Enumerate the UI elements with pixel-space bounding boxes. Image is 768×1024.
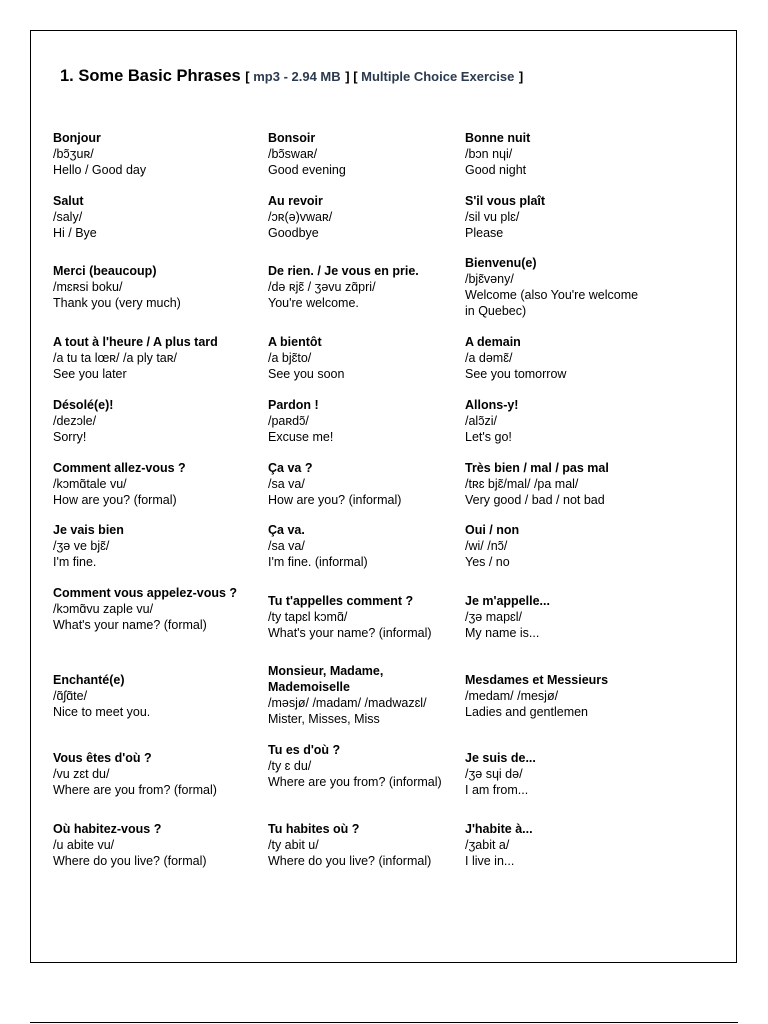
- phrase-translation: I'm fine.: [53, 555, 97, 569]
- phrase-ipa: /vu zɛt du/: [53, 767, 110, 781]
- phrase-text: Oui / non: [465, 523, 520, 537]
- phrase-ipa: /bjɛ̃vəny/: [465, 272, 514, 286]
- phrase-entry: [268, 821, 458, 869]
- phrase-translation: Good evening: [268, 163, 346, 177]
- phrase-translation: I'm fine. (informal): [268, 555, 368, 569]
- phrase-entry: [465, 397, 645, 445]
- phrase-entry: [53, 460, 253, 508]
- phrase-translation: Hello / Good day: [53, 163, 147, 177]
- phrase-entry: [268, 460, 458, 508]
- phrase-entry: [465, 821, 645, 869]
- phrase-text: Je vais bien: [53, 523, 124, 537]
- phrase-translation: How are you? (formal): [53, 493, 177, 507]
- phrase-text: Vous êtes d'où ?: [53, 751, 152, 765]
- phrase-entry: [465, 672, 645, 720]
- phrase-translation: Very good / bad / not bad: [465, 493, 605, 507]
- phrase-ipa: /sa va/: [268, 539, 305, 553]
- phrase-text: Où habitez-vous ?: [53, 822, 162, 836]
- phrase-text: Mesdames et Messieurs: [465, 673, 609, 687]
- phrase-entry: [53, 585, 253, 633]
- phrase-text: Au revoir: [268, 194, 323, 208]
- phrase-translation: Nice to meet you.: [53, 705, 151, 719]
- phrase-entry: [268, 263, 458, 311]
- phrase-translation: See you tomorrow: [465, 367, 567, 381]
- next-page-edge: [30, 1022, 738, 1023]
- phrase-ipa: /a bjɛ̃to/: [268, 351, 312, 365]
- phrase-translation: Where are you from? (formal): [53, 783, 217, 797]
- phrase-ipa: /mɛʀsi boku/: [53, 280, 123, 294]
- phrase-entry: [53, 263, 253, 311]
- phrase-ipa: /bɔ̃swaʀ/: [268, 147, 318, 161]
- phrase-ipa: /sil vu plɛ/: [465, 210, 520, 224]
- phrase-text: De rien. / Je vous en prie.: [268, 264, 419, 278]
- phrase-translation: I am from...: [465, 783, 529, 797]
- heading-bracket-open: [: [245, 69, 254, 84]
- phrase-text: Comment allez-vous ?: [53, 461, 186, 475]
- phrase-translation: See you later: [53, 367, 127, 381]
- phrase-translation: Where are you from? (informal): [268, 775, 442, 789]
- phrase-entry: [268, 742, 458, 790]
- phrase-entry: [53, 130, 253, 178]
- phrase-text: A tout à l'heure / A plus tard: [53, 335, 218, 349]
- heading-bracket-end: ]: [518, 69, 524, 84]
- phrase-ipa: /tʀɛ bjɛ̃/mal/ /pa mal/: [465, 477, 579, 491]
- phrase-text: S'il vous plaît: [465, 194, 546, 208]
- phrase-entry: [465, 750, 645, 798]
- phrase-ipa: /saly/: [53, 210, 83, 224]
- phrase-translation: My name is...: [465, 626, 540, 640]
- phrase-translation: What's your name? (formal): [53, 618, 207, 632]
- phrase-translation: Hi / Bye: [53, 226, 97, 240]
- phrase-text: Bonjour: [53, 131, 101, 145]
- phrase-text: Merci (beaucoup): [53, 264, 157, 278]
- phrase-text: Tu es d'où ?: [268, 743, 341, 757]
- phrase-translation: You're welcome.: [268, 296, 359, 310]
- phrase-entry: [465, 193, 645, 241]
- phrase-text: Monsieur, Madame, Mademoiselle: [268, 664, 384, 694]
- phrase-ipa: /ʒə ve bjɛ̃/: [53, 539, 110, 553]
- multiple-choice-exercise-link[interactable]: Multiple Choice Exercise: [361, 69, 515, 84]
- phrase-translation: Please: [465, 226, 504, 240]
- phrase-ipa: /a dəmɛ̃/: [465, 351, 513, 365]
- phrase-ipa: /a tu ta lœʀ/ /a ply taʀ/: [53, 351, 177, 365]
- phrase-ipa: /wi/ /nɔ̃/: [465, 539, 508, 553]
- phrase-text: Très bien / mal / pas mal: [465, 461, 609, 475]
- phrase-ipa: /ɑ̃ʃɑ̃te/: [53, 689, 88, 703]
- phrase-ipa: /medam/ /mesjø/: [465, 689, 559, 703]
- phrase-translation: Good night: [465, 163, 527, 177]
- phrase-text: Je m'appelle...: [465, 594, 550, 608]
- phrase-entry: [53, 821, 253, 869]
- phrase-translation: Where do you live? (informal): [268, 854, 432, 868]
- phrase-entry: [53, 397, 253, 445]
- phrase-translation: Goodbye: [268, 226, 319, 240]
- phrase-translation: Thank you (very much): [53, 296, 181, 310]
- phrase-ipa: /də ʀjɛ̃ / ʒəvu zɑ̃pri/: [268, 280, 376, 294]
- phrase-text: Enchanté(e): [53, 673, 125, 687]
- phrase-text: Bienvenu(e): [465, 256, 537, 270]
- phrase-ipa: /ʒə sɥi də/: [465, 767, 523, 781]
- phrase-text: Allons-y!: [465, 398, 519, 412]
- phrase-ipa: /kɔmɑ̃vu zaple vu/: [53, 602, 154, 616]
- phrase-entry: [53, 334, 253, 382]
- phrase-entry: [465, 593, 645, 641]
- phrase-text: Comment vous appelez-vous ?: [53, 586, 238, 600]
- phrase-translation: Yes / no: [465, 555, 510, 569]
- phrase-entry: [268, 193, 458, 241]
- phrase-entry: [268, 593, 458, 641]
- phrase-text: Tu t'appelles comment ?: [268, 594, 414, 608]
- phrase-ipa: /ty ɛ du/: [268, 759, 312, 773]
- phrase-ipa: /bɔn nɥi/: [465, 147, 513, 161]
- phrase-text: Salut: [53, 194, 84, 208]
- phrase-ipa: /ɔʀ(ə)vwaʀ/: [268, 210, 333, 224]
- phrase-text: Tu habites où ?: [268, 822, 360, 836]
- phrase-entry: [465, 460, 645, 508]
- phrase-entry: [465, 255, 645, 319]
- phrase-translation: Where do you live? (formal): [53, 854, 207, 868]
- phrase-text: A demain: [465, 335, 521, 349]
- phrase-translation: Mister, Misses, Miss: [268, 712, 380, 726]
- phrase-entry: [268, 334, 458, 382]
- phrase-entry: [465, 334, 645, 382]
- phrase-entry: [268, 397, 458, 445]
- phrase-text: A bientôt: [268, 335, 322, 349]
- phrase-ipa: /paʀdɔ̃/: [268, 414, 309, 428]
- phrase-entry: [465, 130, 645, 178]
- phrase-ipa: /kɔmɑ̃tale vu/: [53, 477, 127, 491]
- phrase-text: Désolé(e)!: [53, 398, 114, 412]
- phrase-ipa: /alɔ̃zi/: [465, 414, 497, 428]
- mp3-link[interactable]: mp3 - 2.94 MB: [253, 69, 341, 84]
- phrase-entry: [53, 672, 253, 720]
- phrase-ipa: /ʒabit a/: [465, 838, 510, 852]
- phrase-text: Je suis de...: [465, 751, 536, 765]
- phrase-ipa: /ty tapɛl kɔmɑ̃/: [268, 610, 348, 624]
- phrase-ipa: /dezɔle/: [53, 414, 97, 428]
- phrase-ipa: /u abite vu/: [53, 838, 115, 852]
- phrase-translation: What's your name? (informal): [268, 626, 432, 640]
- phrase-translation: Welcome (also You're welcome in Quebec): [465, 288, 639, 318]
- phrase-ipa: /sa va/: [268, 477, 305, 491]
- phrase-translation: Let's go!: [465, 430, 512, 444]
- phrase-text: Bonsoir: [268, 131, 316, 145]
- phrase-translation: How are you? (informal): [268, 493, 402, 507]
- phrase-translation: I live in...: [465, 854, 515, 868]
- phrase-ipa: /məsjø/ /madam/ /madwazɛl/: [268, 696, 427, 710]
- phrase-text: Bonne nuit: [465, 131, 531, 145]
- heading-title: 1. Some Basic Phrases: [60, 67, 241, 85]
- phrase-translation: Ladies and gentlemen: [465, 705, 589, 719]
- phrase-entry: [268, 522, 458, 570]
- phrase-entry: [268, 663, 458, 727]
- phrase-ipa: /ty abit u/: [268, 838, 319, 852]
- phrase-entry: [268, 130, 458, 178]
- heading-bracket-close: ] [: [345, 69, 362, 84]
- phrase-text: Ça va ?: [268, 461, 313, 475]
- phrase-translation: See you soon: [268, 367, 345, 381]
- phrase-entry: [53, 750, 253, 798]
- phrase-translation: Excuse me!: [268, 430, 334, 444]
- phrase-text: Pardon !: [268, 398, 319, 412]
- phrase-entry: [465, 522, 645, 570]
- phrase-ipa: /ʒə mapɛl/: [465, 610, 523, 624]
- phrase-text: J'habite à...: [465, 822, 533, 836]
- phrase-ipa: /bɔ̃ʒuʀ/: [53, 147, 94, 161]
- phrase-translation: Sorry!: [53, 430, 87, 444]
- phrase-entry: [53, 193, 253, 241]
- phrase-text: Ça va.: [268, 523, 305, 537]
- section-heading: [60, 67, 523, 86]
- phrase-entry: [53, 522, 253, 570]
